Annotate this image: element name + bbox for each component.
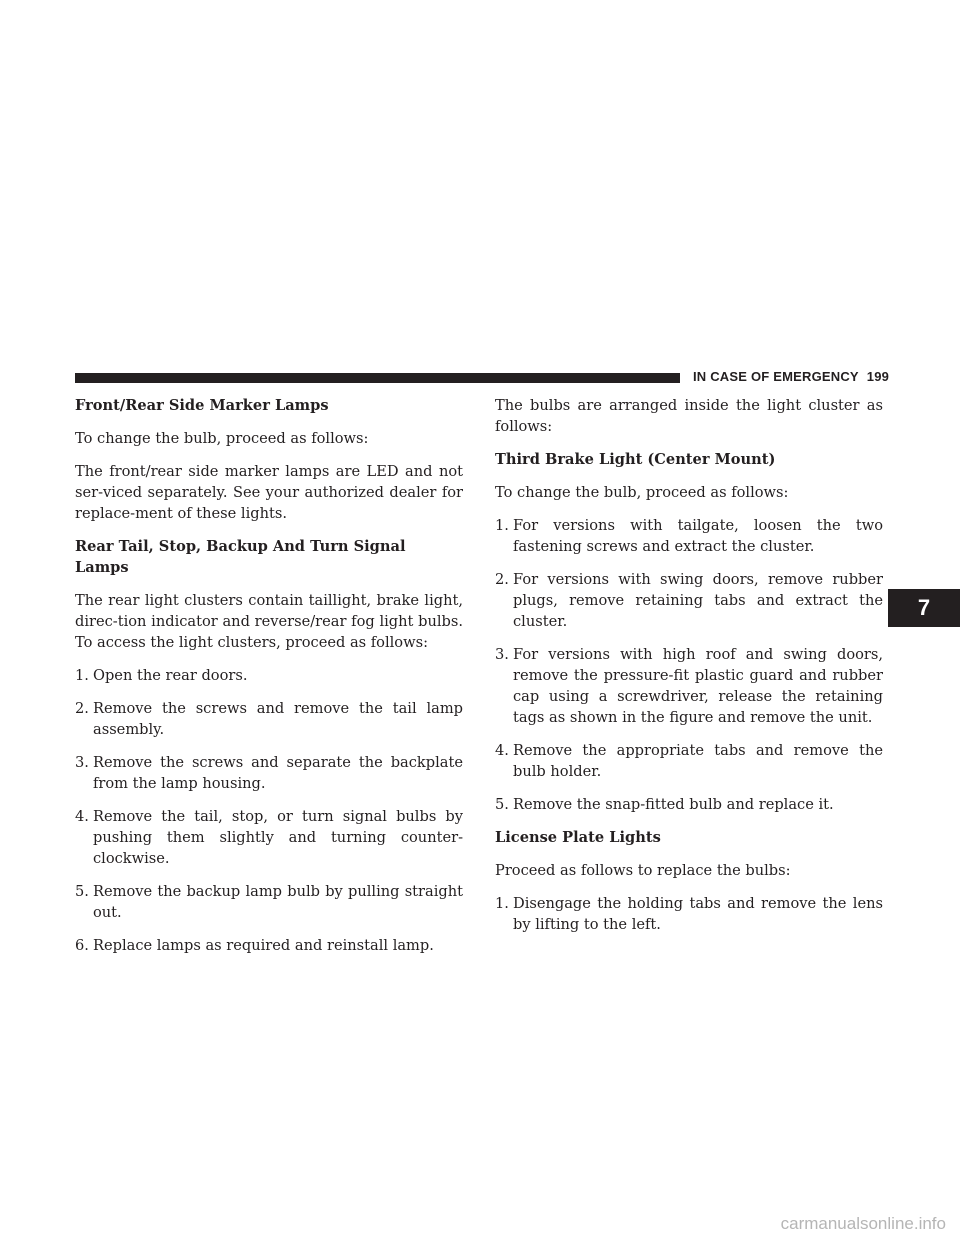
step-text: For versions with swing doors, remove rubber plugs, remove retaining tabs and extract the cluster. [513, 571, 883, 630]
step-text: Replace lamps as required and reinstall lamp. [93, 937, 434, 954]
paragraph: To change the bulb, proceed as follows: [75, 430, 369, 447]
heading-side-marker-lamps: Front/Rear Side Marker Lamps [75, 397, 329, 414]
step-number: 2. [75, 700, 89, 717]
list-item [495, 740, 883, 782]
step-text: Remove the backup lamp bulb by pulling straight out. [93, 883, 463, 921]
header-rule [75, 373, 680, 383]
section-title: IN CASE OF EMERGENCY [693, 369, 859, 384]
step-number: 5. [75, 883, 89, 900]
paragraph: Proceed as follows to replace the bulbs: [495, 862, 791, 879]
step-number: 3. [75, 754, 89, 771]
heading-third-brake-light: Third Brake Light (Center Mount) [495, 451, 776, 468]
step-text: Remove the screws and remove the tail lamp assembly. [93, 700, 463, 738]
step-number: 3. [495, 646, 509, 663]
list-item [495, 515, 883, 557]
list-item [495, 794, 883, 815]
list-item [495, 893, 883, 935]
page-number: 199 [866, 369, 890, 384]
list-item [75, 806, 463, 869]
step-text: For versions with tailgate, loosen the two fastening screws and extract the cluster. [513, 517, 883, 555]
paragraph: The front/rear side marker lamps are LED and not ser-viced separately. See your authorized dealer for replace-ment of these lights. [75, 463, 463, 522]
step-number: 1. [75, 667, 89, 684]
step-text: For versions with high roof and swing doors, remove the pressure-fit plastic guard and rubber cap using a screwdriver, release the retaining tags as shown in the figure and remove the unit. [513, 646, 883, 726]
step-text: Remove the screws and separate the backplate from the lamp housing. [93, 754, 463, 792]
list-item [495, 569, 883, 632]
list-item [495, 644, 883, 728]
step-number: 5. [495, 796, 509, 813]
watermark: carmanualsonline.info [780, 1214, 946, 1233]
list-item [75, 935, 463, 956]
step-number: 4. [75, 808, 89, 825]
step-number: 1. [495, 895, 509, 912]
running-header [693, 369, 889, 384]
step-text: Remove the tail, stop, or turn signal bulbs by pushing them slightly and turning counter-clockwise. [93, 808, 463, 867]
list-item [75, 698, 463, 740]
step-text: Remove the appropriate tabs and remove the bulb holder. [513, 742, 883, 780]
step-number: 4. [495, 742, 509, 759]
paragraph: To change the bulb, proceed as follows: [495, 484, 789, 501]
heading-license-plate-lights: License Plate Lights [495, 829, 661, 846]
step-number: 6. [75, 937, 89, 954]
step-number: 1. [495, 517, 509, 534]
step-text: Open the rear doors. [93, 667, 248, 684]
step-number: 2. [495, 571, 509, 588]
paragraph: The bulbs are arranged inside the light cluster as follows: [495, 397, 883, 435]
chapter-tab: 7 [888, 589, 960, 627]
list-item [75, 881, 463, 923]
list-item [75, 752, 463, 794]
list-item [75, 665, 463, 686]
step-text: Remove the snap-fitted bulb and replace it. [513, 796, 834, 813]
step-text: Disengage the holding tabs and remove the lens by lifting to the left. [513, 895, 883, 933]
right-column [495, 395, 883, 947]
left-column [75, 395, 463, 968]
paragraph: The rear light clusters contain taillight, brake light, direc-tion indicator and reverse/rear fog light bulbs. To access the light clusters, proceed as follows: [75, 592, 463, 651]
heading-rear-tail-lamps: Rear Tail, Stop, Backup And Turn Signal Lamps [75, 538, 406, 576]
